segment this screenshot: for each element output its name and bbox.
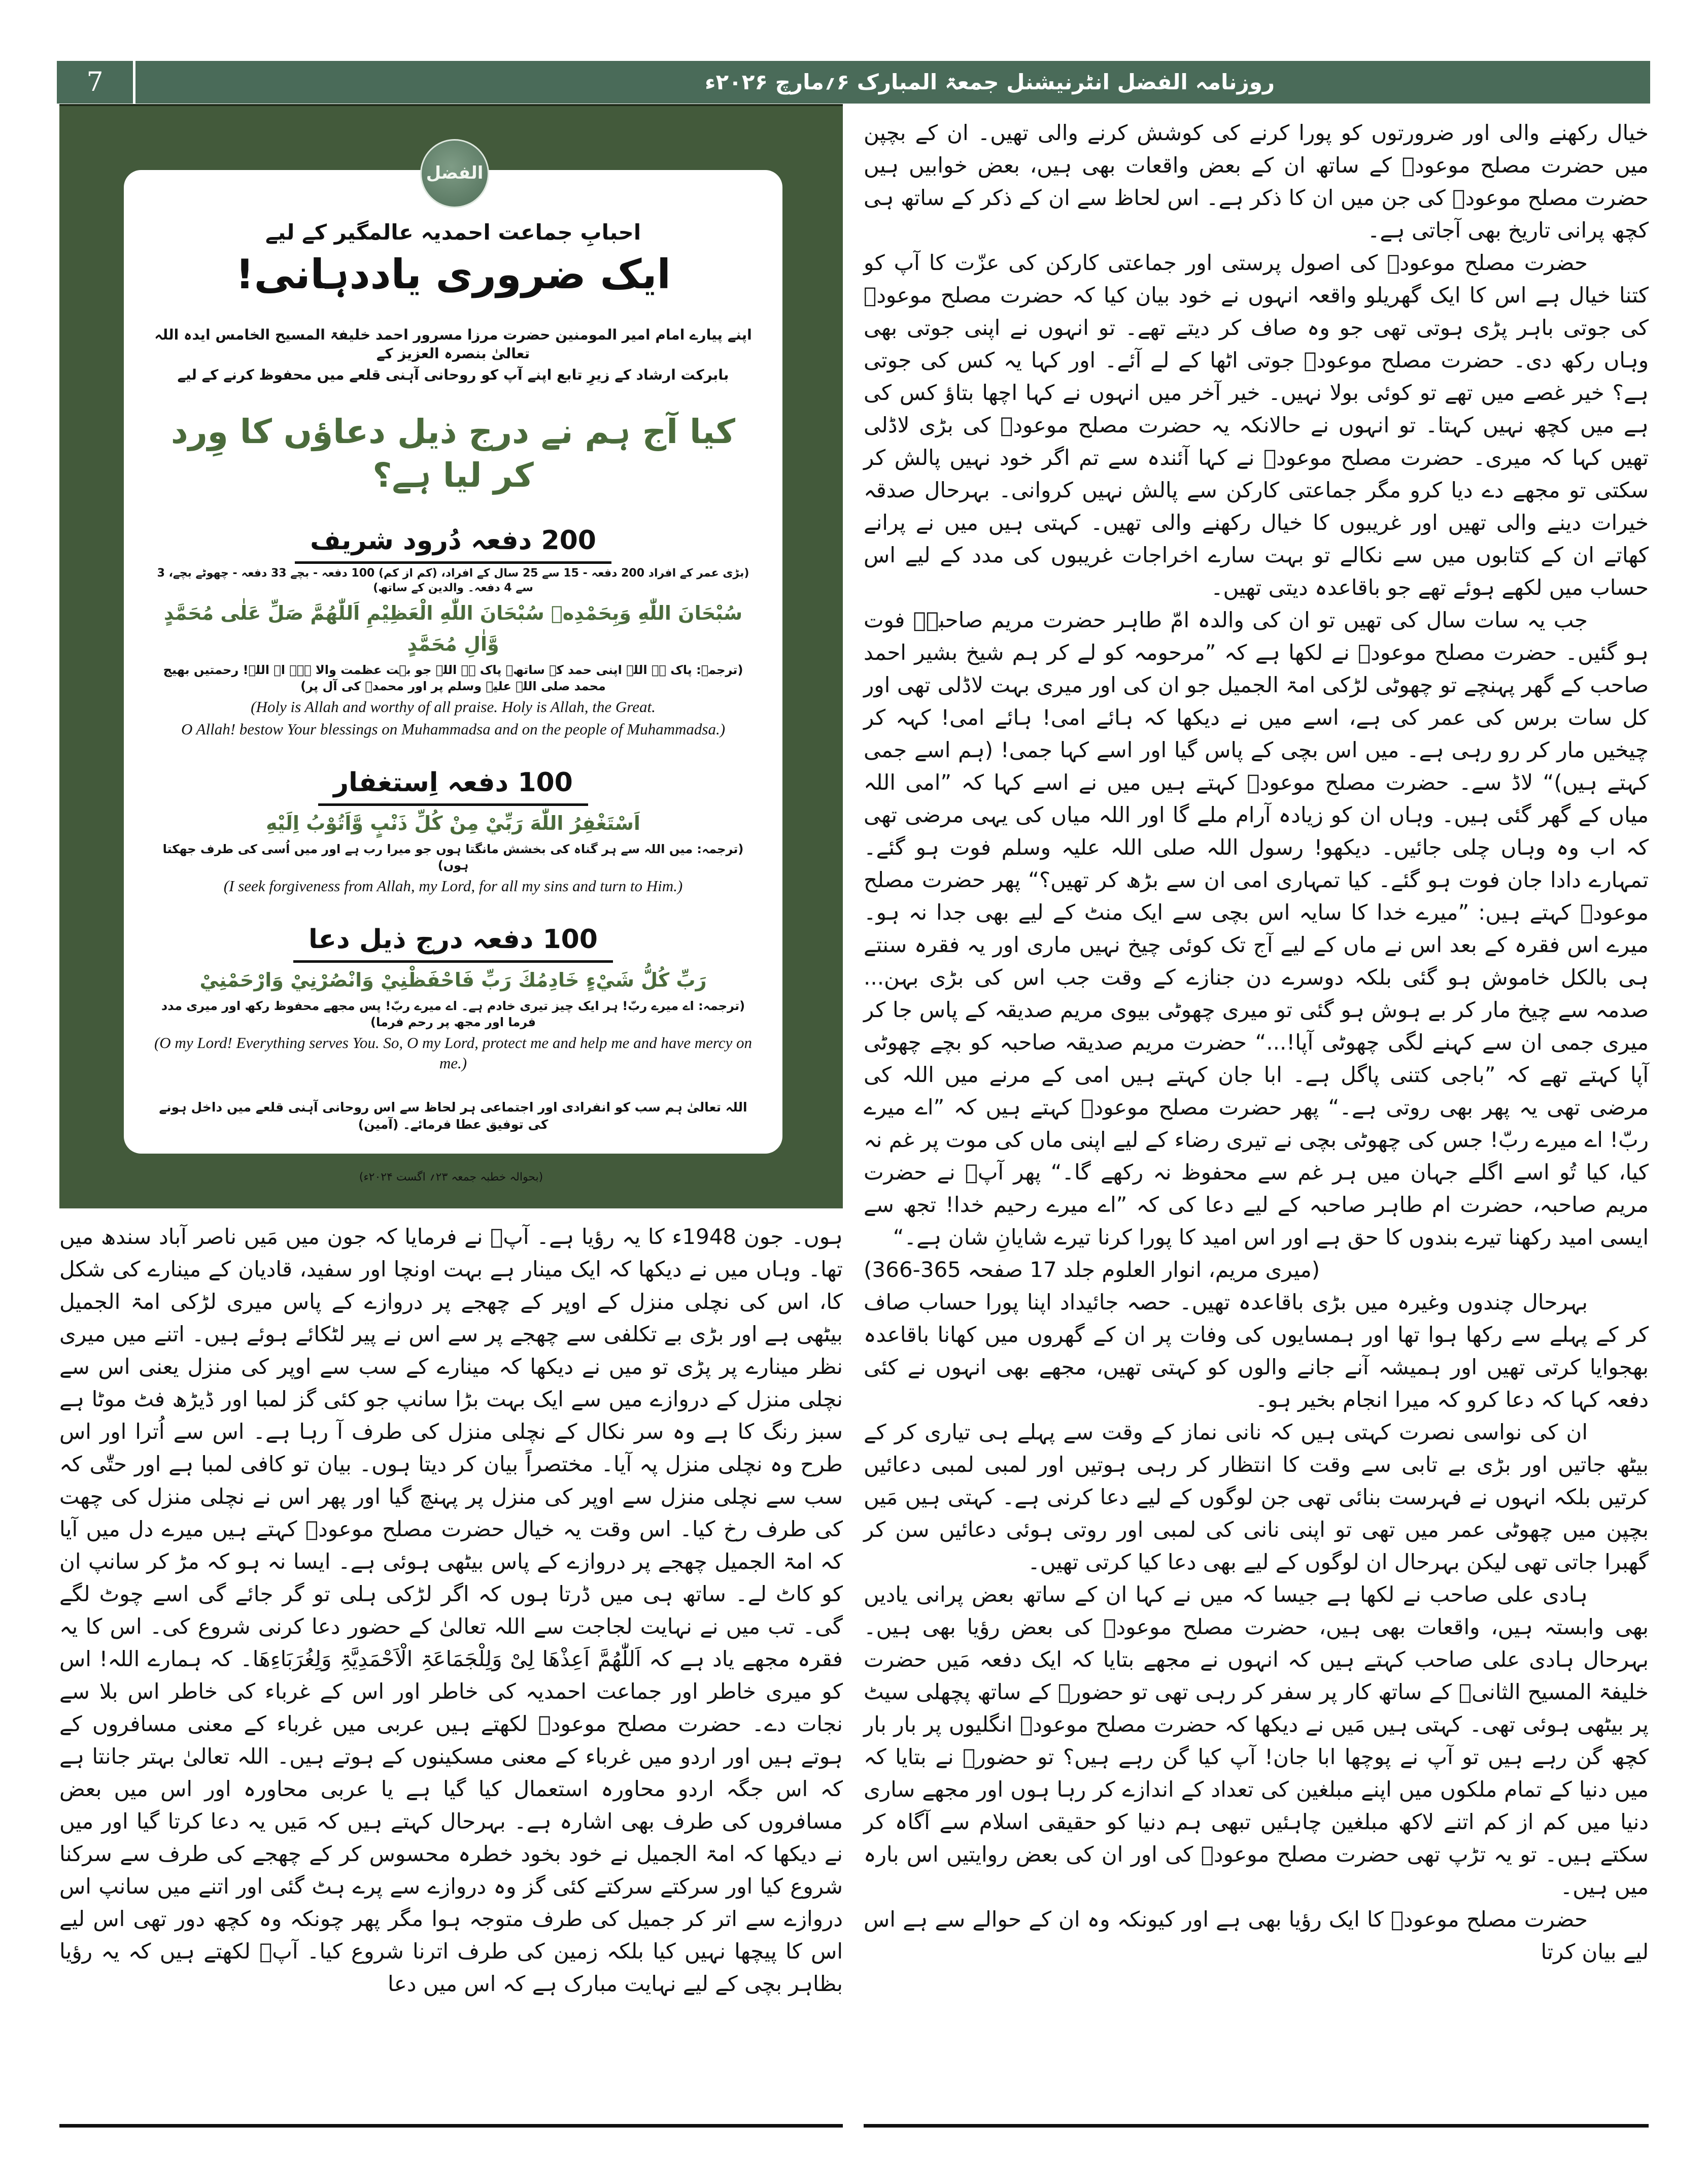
section-heading-text: 100 دفعہ درج ذیل دعا (293, 922, 613, 963)
urdu-translation-durood: (ترجمہ: پاک ہے اللہ اپنی حمد کے ساتھ۔ پاک ہے اللہ جو بہت عظمت والا ہے۔ اے اللہ! رحمتیں بھیج محمد صلی اللہ علیہ وسلم پر اور محمدؐ کی آل پر) (163, 662, 743, 694)
english-translation-durood-2: O Allah! bestow Your blessings on Muhammadsa and on the people of Muhammadsa.) (181, 720, 726, 738)
newspaper-masthead: روزنامہ الفضل انٹرنیشنل جمعۃ المبارک ۶؍مارچ ۲۰۲۶ء (704, 70, 1275, 94)
notice-question: کیا آج ہم نے درج ذیل دعاؤں کا وِرد کر لیا ہے؟ (170, 412, 736, 495)
section-istighfar (149, 765, 757, 896)
urdu-translation-dua: (ترجمہ: اے میرے ربّ! ہر ایک چیز تیری خادم ہے۔ اے میرے ربّ! پس مجھے محفوظ رکھ اور میری مدد فرما اور مجھ پر رحم فرما) (161, 999, 745, 1030)
column-end-rule-left (59, 2124, 843, 2128)
paragraph: ان کی نواسی نصرت کہتی ہیں کہ نانی نماز کے وقت سے پہلے ہی تیاری کر کے بیٹھ جاتیں اور بڑی بے تابی سے وقت کا انتظار کر رہی ہوتیں اور لمبی لمبی دعائیں کرتیں بلکہ انہوں نے فہرست بنائی تھی جن لوگوں کے لیے دعا کرنی ہے۔ کہتی ہیں مَیں بچپن میں چھوٹی عمر میں تھی تو اپنی نانی کی لمبی اور روتی ہوئی دعائیں سن کر گھبرا جاتی تھی لیکن بہرحال ان لوگوں کے لیے بھی دعا کیا کرتی تھیں۔ (864, 1420, 1649, 1574)
arabic-prayer-dua: رَبِّ كُلُّ شَيْءٍ خَادِمُكَ رَبِّ فَاحْفَظْنِيْ وَانْصُرْنِيْ وَارْحَمْنِيْ (199, 969, 707, 992)
closing-prayer: اللہ تعالیٰ ہم سب کو انفرادی اور اجتماعی ہر لحاظ سے اس روحانی آہنی قلعے میں داخل ہونے کی توفیق عطا فرمائے۔ (آمین) (159, 1100, 747, 1132)
section-heading-durood (149, 523, 757, 564)
section-durood (149, 523, 757, 740)
notice-title: ایک ضروری یاددہانی! (235, 250, 671, 298)
paragraph: خیال رکھنے والی اور ضرورتوں کو پورا کرنے کی کوشش کرنے والی تھیں۔ ان کے بچپن میں حضرت مصلح موعودؓ کے ساتھ ان کے بعض واقعات بھی ہیں، بعض خوابیں ہیں حضرت مصلح موعودؓ کی جن میں ان کا ذکر ہے۔ اس لحاظ سے ان کے ذکر کے ساتھ ہی کچھ پرانی تاریخ بھی آجاتی ہے۔ (864, 120, 1649, 243)
section-heading-dua (149, 922, 757, 963)
notice-citation: (بحوالہ خطبہ جمعہ ۲۳؍ اگست ۲۰۲۴ء) (359, 1171, 543, 1184)
english-translation-durood-1: (Holy is Allah and worthy of all praise. Holy is Allah, the Great. (251, 697, 656, 716)
column-end-rule-right (864, 2124, 1649, 2128)
article-column-left (59, 1221, 843, 2000)
notice-heading-group (149, 218, 757, 300)
page-header (57, 61, 1650, 104)
page-number: 7 (57, 61, 135, 104)
urdu-translation-istighfar: (ترجمہ: میں اللہ سے ہر گناہ کی بخشش مانگتا ہوں جو میرا رب ہے اور میں اُسی کی طرف جھکتا ہوں) (162, 842, 744, 873)
arabic-prayer-istighfar: اَسْتَغْفِرُ اللّٰهَ رَبِّيْ مِنْ كُلِّ ذَنْبٍ وَّاَتُوْبُ اِلَيْهِ (266, 812, 640, 835)
reference-citation: (میری مریم، انوار العلوم جلد 17 صفحہ 365-366) (864, 1257, 1320, 1282)
english-translation-dua: (O my Lord! Everything serves You. So, O my Lord, protect me and help me and have mercy on me.) (154, 1033, 753, 1072)
alfazl-logo-icon: الفضل (420, 139, 489, 208)
paragraph: جب یہ سات سال کی تھیں تو ان کی والدہ امّ طاہر حضرت مریم صاحبہؓ فوت ہو گئیں۔ حضرت مصلح موعودؓ نے لکھا ہے کہ ”مرحومہ کو لے کر ہم شیخ بشیر احمد صاحب کے گھر پہنچے تو چھوٹی لڑکی امۃ الجمیل جو ان کی اور میری بہت لاڈلی تھی اور کل سات برس کی عمر کی ہے، اسے میں نے دیکھا کہ ہائے امی! ہائے امی! کہہ کر چیخیں مار کر رو رہی ہے۔ میں اس بچی کے پاس گیا اور اسے کہا جمی! (ہم اسے جمی کہتے ہیں)“ لاڈ سے۔ حضرت مصلح موعودؓ کہتے ہیں میں نے اسے کہا کہ ”امی اللہ میاں کے گھر گئی ہیں۔ وہاں ان کو زیادہ آرام ملے گا اور اللہ میاں کی یہی مرضی تھی کہ اب وہ وہاں چلی جائیں۔ دیکھو! رسول اللہ صلی اللہ علیہ وسلم فوت ہو گئے۔ تمہارے دادا جان فوت ہو گئے۔ کیا تمہاری امی ان سے بڑھ کر تھیں؟“ پھر حضرت مصلح موعودؓ کہتے ہیں: ”میرے خدا کا سایہ اس بچی سے ایک منٹ کے لیے بھی جدا نہ ہو۔ میرے اس فقرہ کے بعد اس نے ماں کے لیے آج تک کوئی چیخ نہیں ماری اور یہ فقرہ سنتے ہی بالکل خاموش ہو گئی بلکہ دوسرے دن جنازے کے وقت جب اس کی بڑی بہن... صدمہ سے چیخ مار کر بے ہوش ہو گئی تو میری چھوٹی بیوی مریم صدیقہ کے پاس جا کر میری جمی ان سے کہنے لگی چھوٹی آپا!...“ حضرت مریم صدیقہ صاحبہ کو بچے چھوٹی آپا کہتے تھے کہ ”باجی کتنی پاگل ہے۔ ابا جان کہتے ہیں امی کے مرنے میں اللہ کی مرضی تھی یہ پھر بھی روتی ہے۔“ پھر حضرت مصلح موعودؓ کہتے ہیں کہ ”اے میرے ربّ! اے میرے ربّ! جس کی چھوٹی بچی نے تیری رضاء کے لیے اپنی ماں کی موت پر غم نہ کیا، کیا تُو اسے اگلے جہان میں ہر غم سے محفوظ نہ رکھے گا۔“ پھر آپؓ نے حضرت مریم صاحبہ، حضرت ام طاہر صاحبہ کے لیے دعا کی کہ ”اے میرے رحیم خدا! تجھ سے ایسی امید رکھنا تیرے بندوں کا حق ہے اور اس امید کا پورا کرنا تیرے شایانِ شان ہے۔“ (864, 608, 1649, 1250)
paragraph: ہوں۔ جون 1948ء کا یہ رؤیا ہے۔ آپؓ نے فرمایا کہ جون میں مَیں ناصر آباد سندھ میں تھا۔ وہاں میں نے دیکھا کہ ایک مینار ہے بہت اونچا اور سفید، قادیان کے مینارے کی شکل کا، اس کی نچلی منزل کے اوپر کے چھجے پر دروازے کے پاس میری لڑکی امۃ الجمیل بیٹھی ہے اور بڑی بے تکلفی سے چھجے پر سے اس نے پیر لٹکائے ہوئے ہیں۔ اتنے میں میری نظر مینارے پر پڑی تو میں نے دیکھا کہ مینارے کے سب سے اوپر کی منزل یعنی اس سے نچلی منزل کے دروازے میں سے ایک بہت بڑا سانپ جو کئی گز لمبا اور ڈیڑھ فٹ موٹا ہے سبز رنگ کا ہے وہ سر نکال کے نچلی منزل کی طرف آ رہا ہے۔ اس سے اُترا اور اس طرح وہ نچلی منزل پہ آیا۔ مختصراً بیان کر دیتا ہوں۔ بیان تو کافی لمبا ہے اور حتّٰی کہ سب سے نچلی منزل سے اوپر کی منزل پر پہنچ گیا اور پھر اس نے نچلی منزل کی چھت کی طرف رخ کیا۔ اس وقت یہ خیال حضرت مصلح موعودؓ کہتے ہیں میرے دل میں آیا کہ امۃ الجمیل چھجے پر دروازے کے پاس بیٹھی ہوئی ہے۔ ایسا نہ ہو کہ مڑ کر سانپ ان کو کاٹ لے۔ ساتھ ہی میں ڈرتا ہوں کہ اگر لڑکی ہلی تو گر جائے گی اسے چوٹ لگے گی۔ تب میں نے نہایت لجاجت سے اللہ تعالیٰ کے حضور دعا کرنی شروع کی۔ اس کا یہ فقرہ مجھے یاد ہے کہ اَللّٰھُمَّ اَعِذْھَا لِیْ وَلِلْجَمَاعَۃِ الْاَحْمَدِیَّۃِ وَلِغُرَبَاءِھَا۔ کہ ہمارے اللہ! اس کو میری خاطر اور جماعت احمدیہ کی خاطر اور اس کے غرباء کی خاطر اس بلا سے نجات دے۔ حضرت مصلح موعودؓ لکھتے ہیں عربی میں غرباء کے معنی مسافروں کے ہوتے ہیں اور اردو میں غرباء کے معنی مسکینوں کے ہوتے ہیں۔ اللہ تعالیٰ بہتر جانتا ہے کہ اس جگہ اردو محاورہ استعمال کیا گیا ہے یا عربی محاورہ اور اس میں بعض مسافروں کی طرف بھی اشارہ ہے۔ بہرحال کہتے ہیں کہ مَیں یہ دعا کرتا گیا اور میں نے دیکھا کہ امۃ الجمیل نے خود بخود خطرہ محسوس کر کے چھجے کی طرف سے سرکنا شروع کیا اور سرکتے سرکتے کئی گز وہ دروازے سے پرے ہٹ گئی اور اتنے میں سانپ اس دروازے سے اتر کر جمیل کی طرف متوجہ ہوا مگر پھر چونکہ وہ کچھ دور تھی اس لیے اس کا پیچھا نہیں کیا بلکہ زمین کی طرف اترنا شروع کیا۔ آپؓ لکھتے ہیں کہ یہ رؤیا بظاہر بچی کے لیے نہایت مبارک ہے کہ اس میں دعا (59, 1224, 843, 1996)
section-heading-text: 200 دفعہ دُرود شریف (295, 523, 611, 564)
section-heading-istighfar (149, 765, 757, 806)
notice-intro-line-1: اپنے پیارے امام امیر المومنین حضرت مرزا مسرور احمد خلیفۃ المسیح الخامس ایدہ اللہ تعالیٰ بنصرہ العزیز کے (154, 326, 752, 362)
notice-intro-line-2: بابرکت ارشاد کے زیرِ تابع اپنے آپ کو روحانی آہنی قلعے میں محفوظ کرنے کے لیے (177, 366, 729, 384)
section-note-durood: (بڑی عمر کے افراد 200 دفعہ - 15 سے 25 سال کے افراد، (کم از کم) 100 دفعہ - بچے 33 دفعہ - چھوٹے بچے، 3 سے 4 دفعہ۔ والدین کے ساتھ) (157, 566, 749, 595)
reminder-notice-box (59, 104, 843, 1208)
paragraph: حضرت مصلح موعودؓ کا ایک رؤیا بھی ہے اور کیونکہ وہ ان کے حوالے سے ہے اس لیے بیان کرتا (864, 1907, 1649, 1964)
paragraph: بہرحال چندوں وغیرہ میں بڑی باقاعدہ تھیں۔ حصہ جائیداد اپنا پورا حساب صاف کر کے پہلے سے رکھا ہوا تھا اور ہمسایوں کی وفات پر ان کے گھروں میں کھانا باقاعدہ بھجوایا کرتی تھیں اور ہمیشہ آنے جانے والوں کو کہتی تھیں، مجھے بھی انہوں نے کئی دفعہ کہا کہ دعا کرو کہ میرا انجام بخیر ہو۔ (864, 1290, 1649, 1412)
notice-intro (149, 325, 757, 385)
reminder-card (124, 163, 782, 1154)
section-heading-text: 100 دفعہ اِستغفار (318, 765, 588, 806)
paragraph: حضرت مصلح موعودؓ کی اصول پرستی اور جماعتی کارکن کی عزّت کا آپ کو کتنا خیال ہے اس کا ایک گھریلو واقعہ انہوں نے خود بیان کیا کہ حضرت مصلح موعودؓ کی جوتی باہر پڑی ہوتی تھی جو وہ صاف کر دیتے تھے۔ تو انہوں نے اپنی جوتی بھی وہاں رکھ دی۔ حضرت مصلح موعودؓ جوتی اٹھا کے لے آئے۔ اور کہا یہ کس کی جوتی ہے؟ خیر غصے میں تھے تو کوئی بولا نہیں۔ خیر آخر میں انہوں نے کہا اچھا بتاؤ کس کی ہے میں کچھ نہیں کہتا۔ تو انہوں نے حالانکہ یہ حضرت مصلح موعودؓ کی بڑی لاڈلی تھیں کہا کہ میری۔ حضرت مصلح موعودؓ نے کہا آئندہ سے تم اگر خود نہیں پالش کر سکتی تو مجھے دے دیا کرو مگر جماعتی کارکن سے پالش نہیں کروانی۔ بہرحال صدقہ خیرات دینے والی تھیں اور غریبوں کا خیال رکھنے والی تھیں۔ کہتی ہیں میں نے پرانے کھاتے ان کے کتابوں میں سے نکالے تو بہت سارے اخراجات غریبوں کی مدد کے لیے اس حساب میں لکھے ہوئے تھے جو باقاعدہ دیتی تھیں۔ (864, 250, 1649, 600)
arabic-prayer-durood: سُبْحَانَ اللّٰهِ وَبِحَمْدِهٖ سُبْحَانَ اللّٰهِ الْعَظِيْمِ اَللّٰهُمَّ صَلِّ عَلٰى مُحَمَّدٍ وَّاٰلِ مُحَمَّدٍ (163, 602, 743, 655)
section-dua (149, 922, 757, 1073)
article-column-right (864, 117, 1649, 1968)
english-translation-istighfar: (I seek forgiveness from Allah, my Lord, for all my sins and turn to Him.) (223, 876, 683, 895)
paragraph: ہادی علی صاحب نے لکھا ہے جیسا کہ میں نے کہا ان کے ساتھ بعض پرانی یادیں بھی وابستہ ہیں، واقعات بھی ہیں، حضرت مصلح موعودؓ کی بعض رؤیا بھی ہیں۔ بہرحال ہادی علی صاحب کہتے ہیں کہ انہوں نے مجھے بتایا کہ ایک دفعہ مَیں حضرت خلیفۃ المسیح الثانیؓ کے ساتھ کار پر سفر کر رہی تھی تو حضورؓ کے ساتھ پچھلی سیٹ پر بیٹھی ہوئی تھی۔ کہتی ہیں مَیں نے دیکھا کہ حضرت مصلح موعودؓ انگلیوں پر بار بار کچھ گن رہے ہیں تو آپ نے پوچھا ابا جان! آپ کیا گن رہے ہیں؟ تو حضورؓ نے بتایا کہ میں دنیا کے تمام ملکوں میں اپنے مبلغین کی تعداد کے اندازے کر رہا ہوں اور مجھے ساری دنیا میں کم از کم اتنے لاکھ مبلغین چاہئیں تبھی ہم دنیا کو حقیقی اسلام سے آگاہ کر سکتے ہیں۔ تو یہ تڑپ تھی حضرت مصلح موعودؓ کی اور ان کی بعض روایتیں اس بارہ میں ہیں۔ (864, 1582, 1649, 1899)
notice-audience: احبابِ جماعت احمدیہ عالمگیر کے لیے (265, 220, 641, 245)
